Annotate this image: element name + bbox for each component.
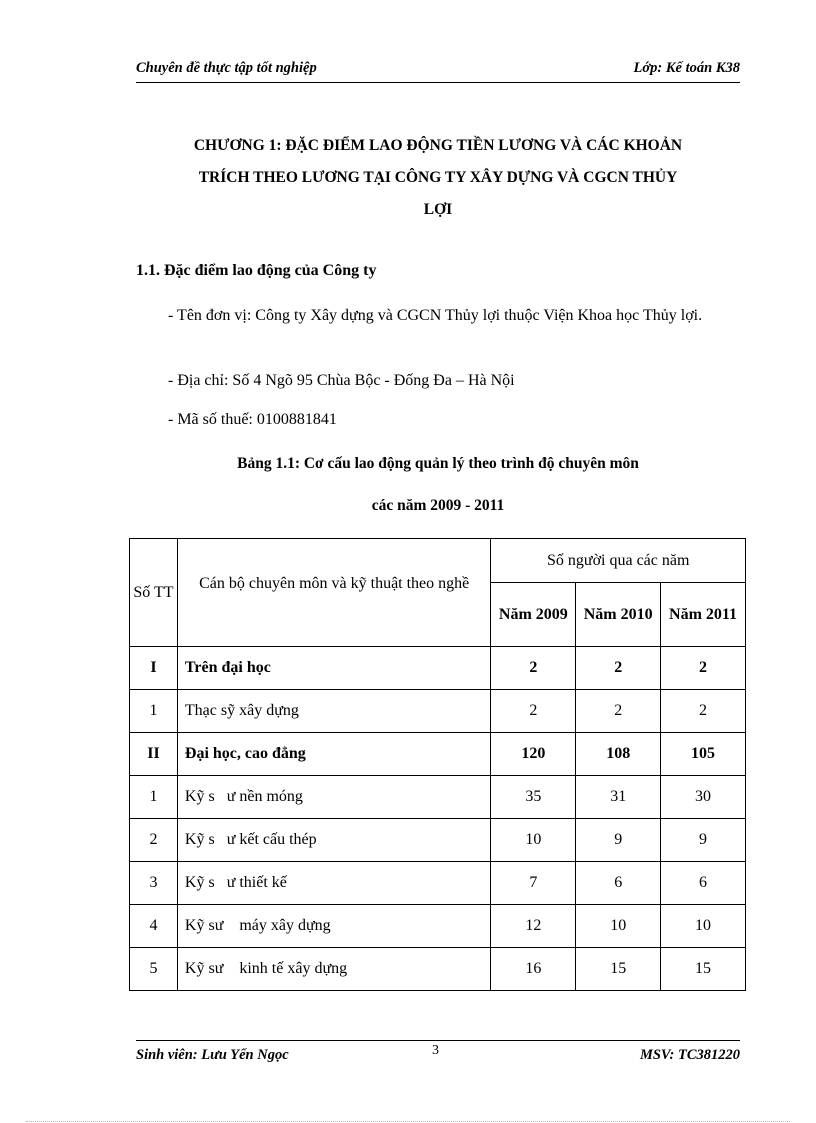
- row-value-2009: 35: [491, 776, 576, 819]
- row-value-2010: 31: [576, 776, 661, 819]
- row-value-2010: 15: [576, 948, 661, 991]
- chapter-title-line-2: TRÍCH THEO LƯƠNG TẠI CÔNG TY XÂY DỰNG VÀ CGCN THỦY: [198, 169, 678, 186]
- table-row: [130, 948, 746, 991]
- chapter-title: [130, 130, 746, 226]
- row-value-2009: 16: [491, 948, 576, 991]
- table-row: [130, 776, 746, 819]
- footer-student-id: MSV: TC381220: [639, 1047, 740, 1063]
- row-profession: Trên đại học: [177, 647, 491, 690]
- section-heading: 1.1. Đặc điểm lao động của Công ty: [136, 262, 377, 279]
- chapter-title-line-1: CHƯƠNG 1: ĐẶC ĐIỂM LAO ĐỘNG TIỀN LƯƠNG VÀ CÁC KHOẢN: [193, 137, 683, 154]
- row-value-2010: 10: [576, 905, 661, 948]
- row-value-2011: 2: [661, 647, 746, 690]
- row-value-2009: 7: [491, 862, 576, 905]
- table-row: [130, 690, 746, 733]
- row-stt: 3: [130, 862, 178, 905]
- row-value-2009: 2: [491, 647, 576, 690]
- row-value-2009: 2: [491, 690, 576, 733]
- row-profession: Kỹ s ư kết cấu thép: [177, 819, 491, 862]
- row-value-2011: 105: [661, 733, 746, 776]
- table-row: [130, 647, 746, 690]
- row-value-2010: 9: [576, 819, 661, 862]
- row-value-2011: 15: [661, 948, 746, 991]
- table-row: [130, 862, 746, 905]
- row-value-2011: 10: [661, 905, 746, 948]
- table-row: [130, 905, 746, 948]
- row-profession: Kỹ s ư nền móng: [177, 776, 491, 819]
- row-value-2009: 10: [491, 819, 576, 862]
- row-value-2010: 108: [576, 733, 661, 776]
- header-year-2009: Năm 2009: [491, 583, 576, 647]
- row-profession: Kỹ sư kinh tế xây dựng: [177, 948, 491, 991]
- table-row: [130, 819, 746, 862]
- header-year-2011: Năm 2011: [661, 583, 746, 647]
- table-row: [130, 733, 746, 776]
- header-year-2010: Năm 2010: [576, 583, 661, 647]
- row-stt: 1: [130, 776, 178, 819]
- row-stt: 1: [130, 690, 178, 733]
- table-caption-line-1: Bảng 1.1: Cơ cấu lao động quản lý theo trình độ chuyên môn: [237, 455, 639, 472]
- header-profession: Cán bộ chuyên môn và kỹ thuật theo nghề: [177, 539, 491, 647]
- header-people-by-year: Số người qua các năm: [491, 539, 746, 583]
- row-profession: Kỹ s ư thiết kế: [177, 862, 491, 905]
- row-value-2009: 12: [491, 905, 576, 948]
- row-value-2011: 6: [661, 862, 746, 905]
- table-header-row: [130, 539, 746, 583]
- row-value-2010: 6: [576, 862, 661, 905]
- labor-structure-table: [129, 538, 746, 991]
- row-value-2010: 2: [576, 647, 661, 690]
- row-stt: I: [130, 647, 178, 690]
- row-stt: II: [130, 733, 178, 776]
- table-caption-line-2: các năm 2009 - 2011: [371, 497, 505, 514]
- footer-student-name: Sinh viên: Lưu Yến Ngọc: [136, 1047, 289, 1063]
- page-bottom-divider: [26, 1121, 790, 1122]
- row-stt: 4: [130, 905, 178, 948]
- row-profession: Đại học, cao đẳng: [177, 733, 491, 776]
- chapter-title-line-3: LỢI: [423, 201, 453, 218]
- page-header: [136, 58, 740, 83]
- tax-code-line: - Mã số thuế: 0100881841: [168, 411, 337, 428]
- row-value-2011: 30: [661, 776, 746, 819]
- page-footer: [136, 1040, 740, 1067]
- row-value-2009: 120: [491, 733, 576, 776]
- page-number: 3: [432, 1043, 439, 1058]
- row-value-2011: 9: [661, 819, 746, 862]
- unit-paragraph: - Tên đơn vị: Công ty Xây dựng và CGCN Thủy lợi thuộc Viện Khoa học Thủy lợi.: [168, 307, 703, 324]
- address-line: - Địa chỉ: Số 4 Ngõ 95 Chùa Bộc - Đống Đa – Hà Nội: [168, 372, 515, 389]
- row-value-2011: 2: [661, 690, 746, 733]
- row-stt: 2: [130, 819, 178, 862]
- header-stt: Số TT: [130, 539, 178, 647]
- header-right-text: Lớp: Kế toán K38: [633, 60, 740, 76]
- row-stt: 5: [130, 948, 178, 991]
- row-profession: Thạc sỹ xây dựng: [177, 690, 491, 733]
- row-value-2010: 2: [576, 690, 661, 733]
- row-profession: Kỹ sư máy xây dựng: [177, 905, 491, 948]
- header-left-text: Chuyên đề thực tập tốt nghiệp: [136, 60, 317, 76]
